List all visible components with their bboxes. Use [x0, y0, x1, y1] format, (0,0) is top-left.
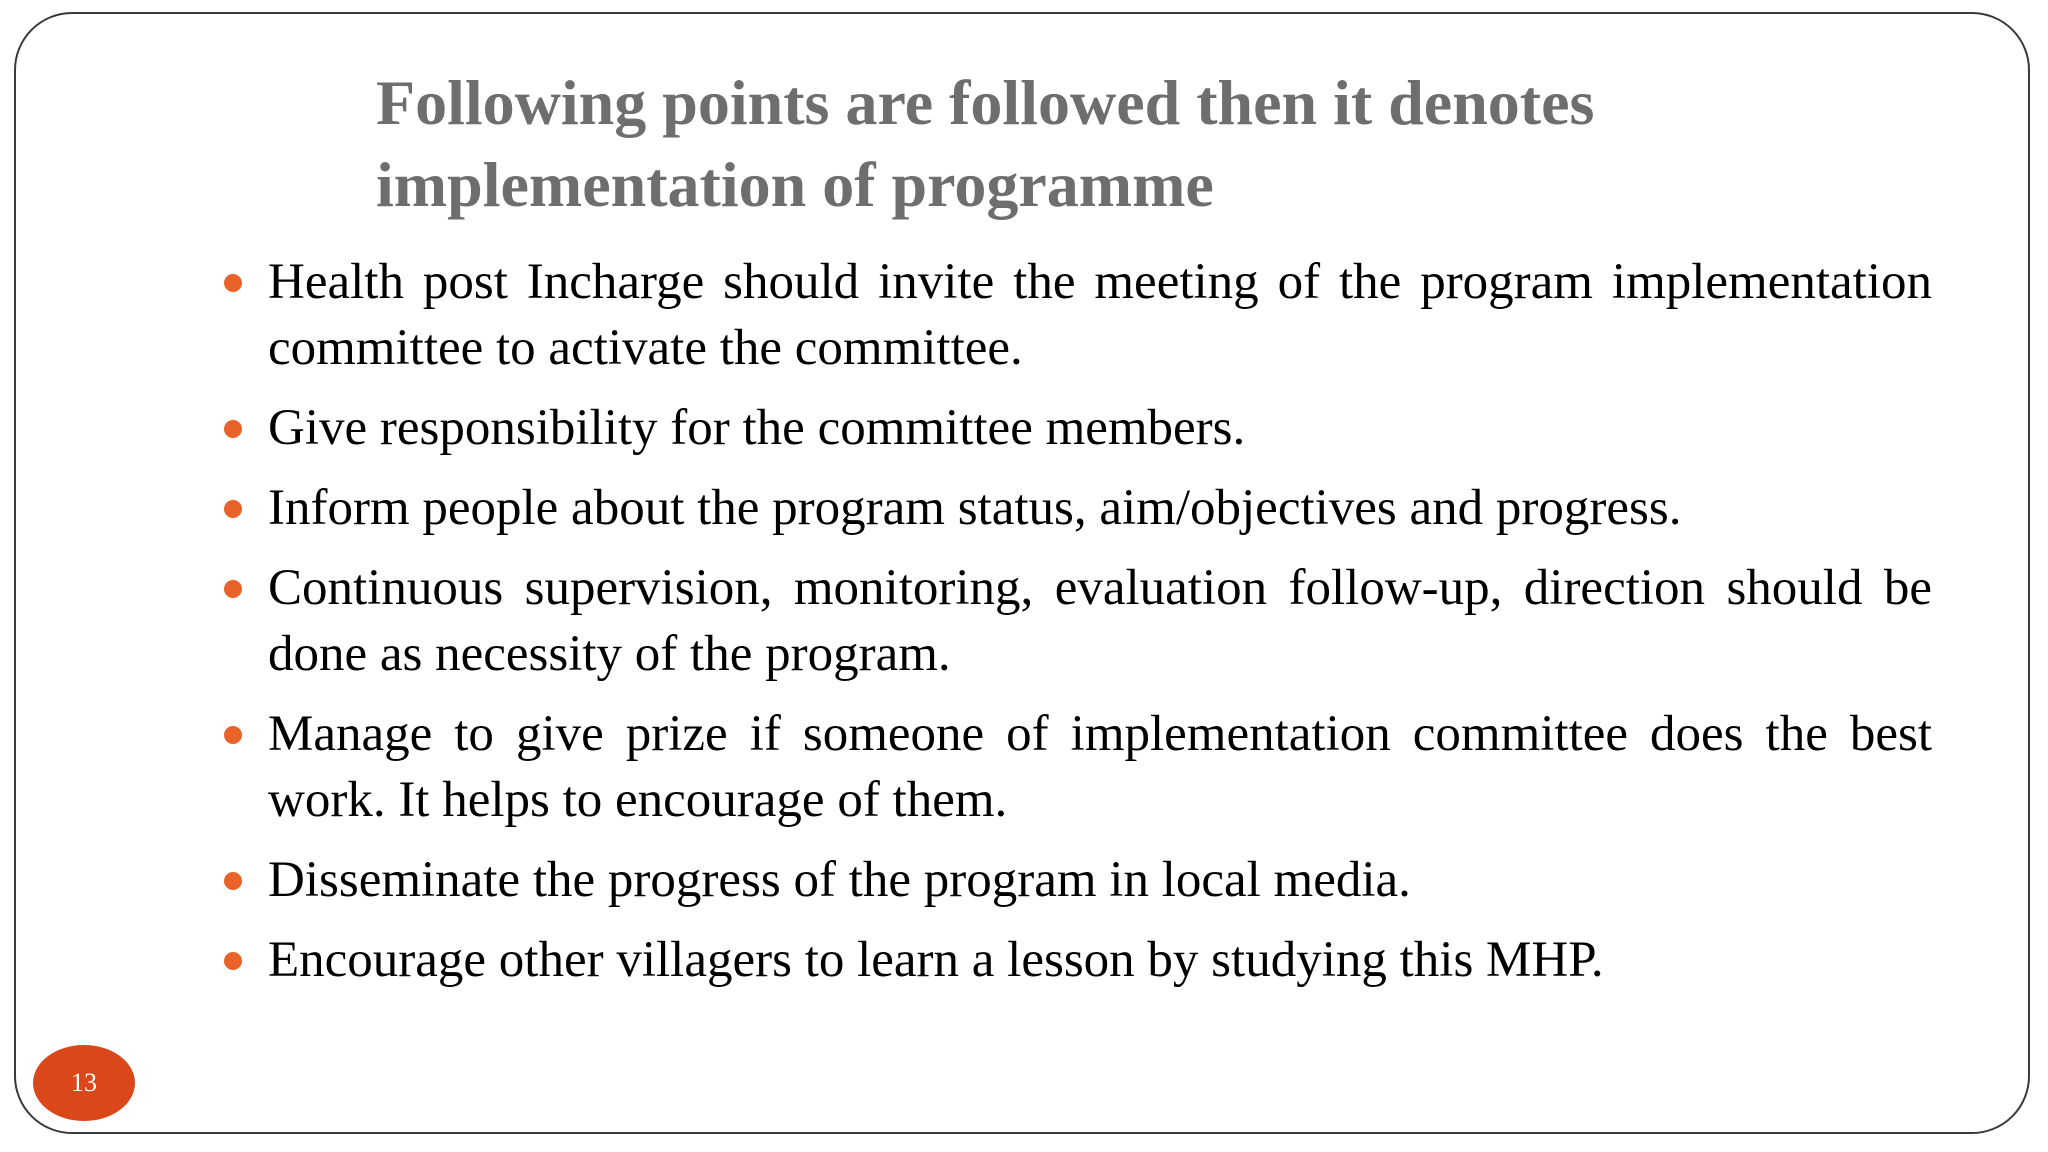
bullet-dot-icon: [224, 274, 242, 292]
bullet-dot-icon: [224, 872, 242, 890]
bullet-text: Continuous supervision, monitoring, evaluation follow-up, direction should be done as necessity of the program.: [268, 560, 1932, 682]
bullet-item: [218, 927, 1932, 993]
bullet-text: Manage to give prize if someone of implementation committee does the best work. It helps to encourage of them.: [268, 706, 1932, 828]
bullet-text: Give responsibility for the committee members.: [268, 400, 1246, 456]
bullet-text: Disseminate the progress of the program in local media.: [268, 852, 1411, 908]
bullet-text: Inform people about the program status, aim/objectives and progress.: [268, 480, 1682, 536]
bullet-item: [218, 249, 1932, 381]
page-number-badge: 13: [33, 1045, 135, 1121]
bullet-text: Encourage other villagers to learn a lesson by studying this MHP.: [268, 932, 1604, 988]
slide-title: [376, 62, 1936, 226]
bullet-dot-icon: [224, 726, 242, 744]
bullet-dot-icon: [224, 500, 242, 518]
bullet-item: [218, 555, 1932, 687]
bullet-dot-icon: [224, 580, 242, 598]
slide-title-line-2: implementation of programme: [376, 149, 1214, 220]
bullet-dot-icon: [224, 420, 242, 438]
bullet-item: [218, 395, 1932, 461]
bullet-text: Health post Incharge should invite the meeting of the program implementation committee to activate the committee.: [268, 254, 1932, 376]
bullet-item: [218, 847, 1932, 913]
bullet-list: [218, 249, 1932, 1007]
slide-title-line-1: Following points are followed then it denotes: [376, 67, 1595, 138]
bullet-dot-icon: [224, 952, 242, 970]
bullet-item: [218, 701, 1932, 833]
bullet-item: [218, 475, 1932, 541]
